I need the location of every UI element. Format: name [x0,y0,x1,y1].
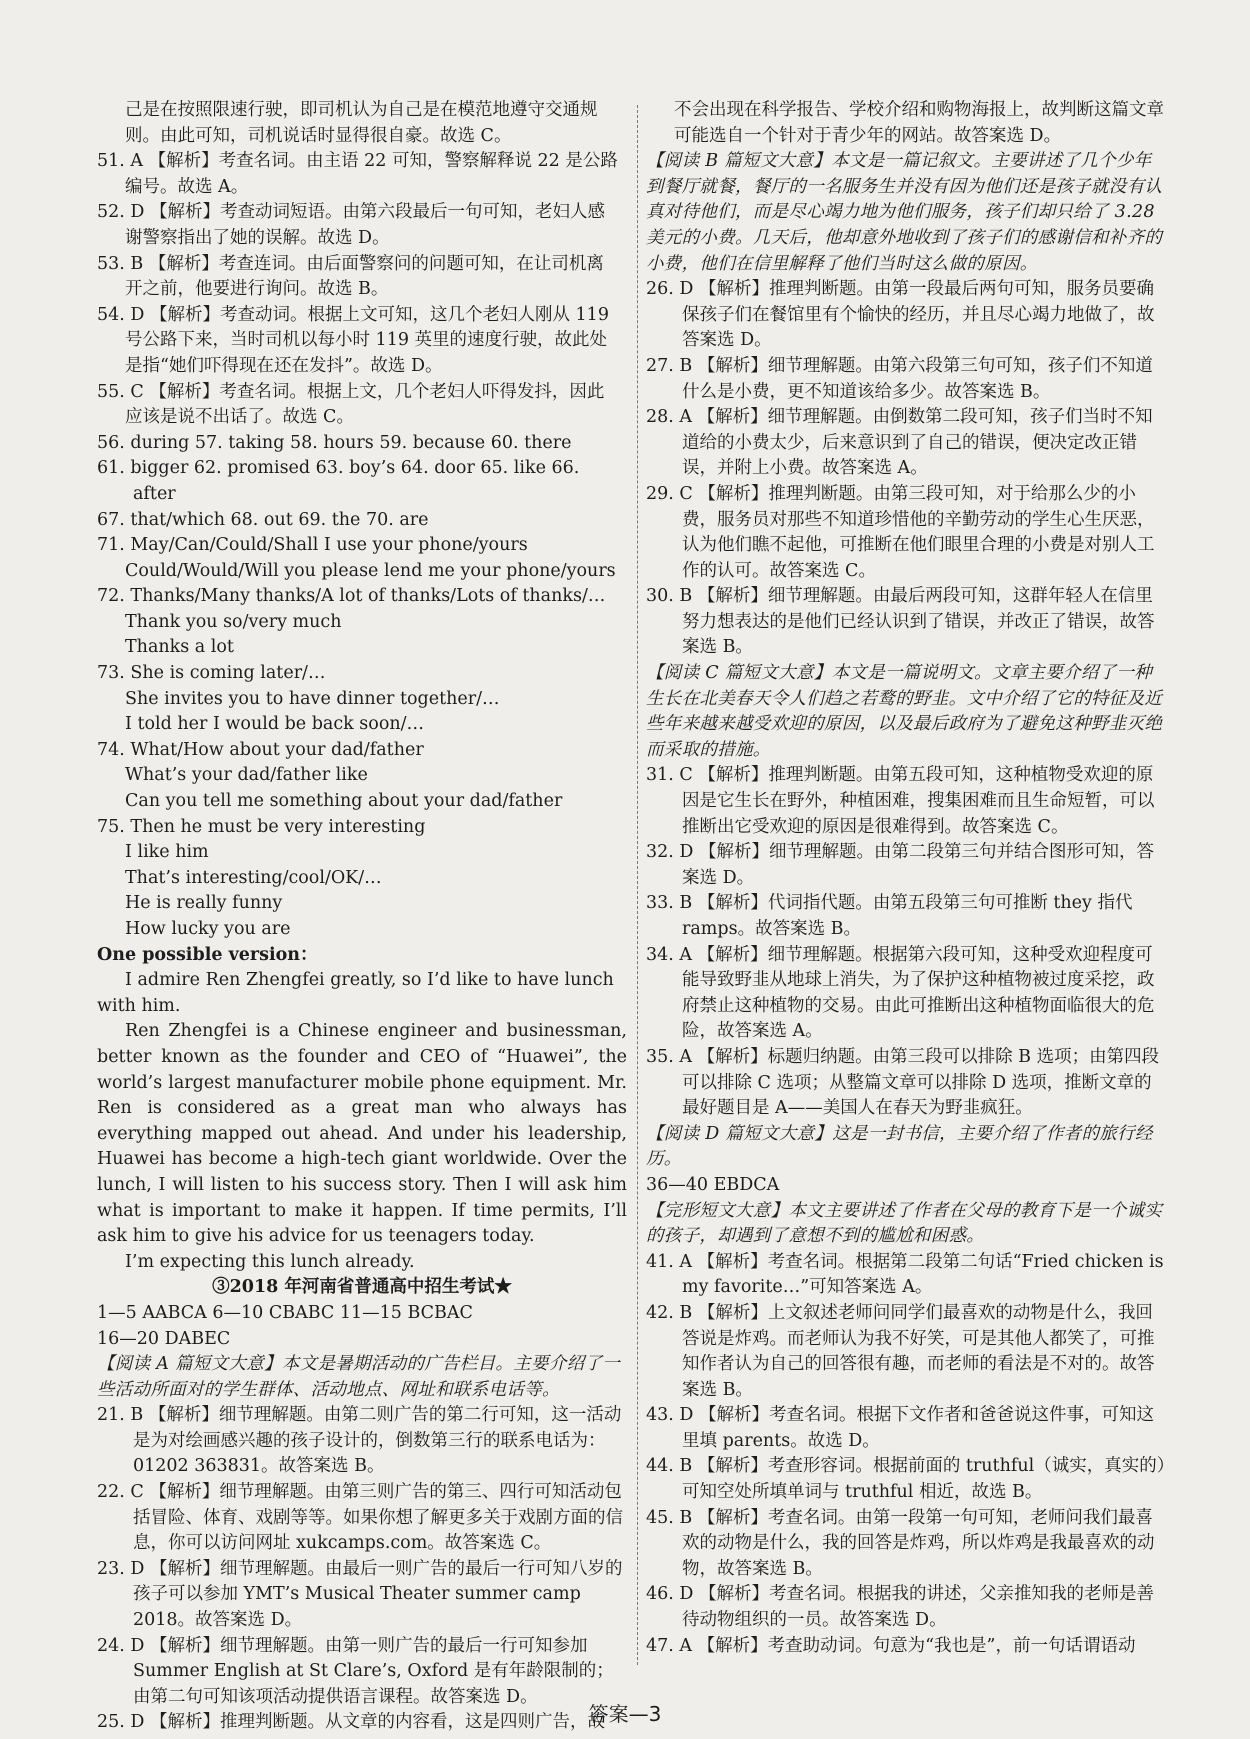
text-line: 55. C 【解析】考查名词。根据上文，几个老妇人吓得发抖，因此 [97,381,605,402]
text-line: 67. that/which 68. out 69. the 70. are [97,509,429,530]
text-line: 不会出现在科学报告、学校介绍和购物海报上，故判断这篇文章可能选自一个针对于青少年的网站。故答案选 D。 [674,100,1164,146]
text-line: Ren Zhengfei is a Chinese engineer and businessman, better known as the founder and CEO of “Huawei”, the world’s largest manufacturer mobile phone equipment. Mr. Ren is considered as a great man who always has everything mapped out ahead. And under his leadership, Huawei has become a high-tech giant worldwide. Over the lunch, I will listen to his success story. Then I will ask him what is important to make it happen. If time permits, I’ll ask him to give his advice for us teenagers today. [97,1021,627,1247]
right-column [646,98,1168,1659]
text-line: 31. C 【解析】推理判断题。由第五段可知，这种植物受欢迎的原因是它生长在野外，种植困难，搜集困难而且生命短暂，可以推断出它受欢迎的原因是很难得到。故答案选 C。 [646,765,1155,837]
text-line: 71. May/Can/Could/Shall I use your phone/yours [97,535,528,556]
text-line: 36—40 EBDCA [646,1174,780,1195]
text-line: 谢警察指出了她的误解。故选 D。 [125,227,390,248]
text-line: 30. B 【解析】细节理解题。由最后两段可知，这群年轻人在信里努力想表达的是他们已经认识到了错误，并改正了错误，故答案选 B。 [646,586,1155,658]
text-line: 己是在按照限速行驶，即司机认为自己是在模范地遵守交通规 [125,100,598,120]
text-line: 29. C 【解析】推理判断题。由第三段可知，对于给那么少的小费，服务员对那些不知道珍惜他的辛勤劳动的学生心生厌恶，认为他们瞧不起他，可推断在他们眼里合理的小费是对别人工作的认可。故答案选 C。 [646,483,1155,581]
column-divider [637,105,638,1665]
text-line: 33. B 【解析】代词指代题。由第五段第三句可推断 they 指代 ramps。故答案选 B。 [646,893,1133,939]
text-line: 28. A 【解析】细节理解题。由倒数第二段可知，孩子们当时不知道给的小费太少，后来意识到了自己的错误，便决定改正错误，并附上小费。故答案选 A。 [646,407,1153,479]
text-line: 16—20 DABEC [97,1328,231,1349]
text-line: I’m expecting this lunch already. [125,1251,415,1272]
text-line: 1—5 AABCA 6—10 CBABC 11—15 BCBAC [97,1302,473,1323]
text-line: 43. D 【解析】考查名词。根据下文作者和爸爸说这件事，可知这里填 parents。故选 D。 [646,1405,1154,1451]
text-line: 47. A 【解析】考查助动词。句意为“我也是”，前一句话谓语动 [646,1635,1136,1656]
text-line: 【阅读 D 篇短文大意】这是一封书信，主要介绍了作者的旅行经历。 [646,1123,1153,1170]
text-line: How lucky you are [125,919,291,939]
text-line: 【阅读 C 篇短文大意】本文是一篇说明文。文章主要介绍了一种生长在北美春天令人们趋之若鹜的野韭。文中介绍了它的特征及近些年来越来越受欢迎的原因，以及最后政府为了避免这种野韭灭绝而采取的措施。 [646,663,1163,760]
text-line: 73. She is coming later/… [97,663,326,684]
text-line: One possible version： [97,944,318,965]
text-line: 是指“她们吓得现在还在发抖”。故选 D。 [125,355,443,376]
text-line: 21. B 【解析】细节理解题。由第二则广告的第二行可知，这一活动是为对绘画感兴趣的孩子设计的，倒数第三行的联系电话为：01202 363831。故答案选 B。 [97,1405,622,1477]
text-line: She invites you to have dinner together/… [125,688,500,709]
text-line: 32. D 【解析】细节理解题。由第二段第三句并结合图形可知，答案选 D。 [646,842,1154,888]
left-column [97,98,627,1736]
text-line: Can you tell me something about your dad/father [125,791,563,812]
text-line: 72. Thanks/Many thanks/A lot of thanks/Lots of thanks/… [97,586,606,607]
text-line: 41. A 【解析】考查名词。根据第二段第二句话“Fried chicken is my favorite…”可知答案选 A。 [646,1251,1164,1298]
text-line: Could/Would/Will you please lend me your phone/yours [125,560,616,581]
text-line: 35. A 【解析】标题归纳题。由第三段可以排除 B 选项；由第四段可以排除 C 选项；从整篇文章可以排除 D 选项，推断文章的最好题目是 A——美国人在春天为野韭疯狂。 [646,1046,1160,1119]
text-line: 53. B 【解析】考查连词。由后面警察问的问题可知，在让司机离 [97,253,604,274]
page-number: 答案—3 [588,1702,662,1726]
text-line: I admire Ren Zhengfei greatly, so I’d like to have lunch with him. [97,970,614,1016]
text-line: Thanks a lot [125,637,234,658]
text-line: 应该是说不出话了。故选 C。 [125,407,354,428]
text-line: 45. B 【解析】考查名词。由第一段第一句可知，老师问我们最喜欢的动物是什么，我的回答是炸鸡，所以炸鸡是我最喜欢的动物，故答案选 B。 [646,1507,1155,1579]
text-line: 24. D 【解析】细节理解题。由第一则广告的最后一行可知参加 Summer English at St Clare’s, Oxford 是有年龄限制的；由第二句可知该项活动提供语言课程。故答案选 D。 [97,1635,614,1707]
text-line: I like him [125,842,209,863]
text-line: 27. B 【解析】细节理解题。由第六段第三句可知，孩子们不知道什么是小费，更不知道该给多少。故答案选 B。 [646,355,1153,402]
text-line: What’s your dad/father like [125,765,368,786]
text-line: 56. during 57. taking 58. hours 59. because 60. there [97,432,572,453]
text-line: 74. What/How about your dad/father [97,739,424,760]
text-line: 编号。故选 A。 [125,176,249,197]
text-line: 开之前，他要进行询问。故选 B。 [125,279,389,300]
text-line: 42. B 【解析】上文叙述老师问同学们最喜欢的动物是什么，我回答说是炸鸡。而老师认为我不好笑，可是其他人都笑了，可推知作者认为自己的回答很有趣，而老师的看法是不对的。故答案选 B。 [646,1302,1155,1400]
text-line: 【阅读 A 篇短文大意】本文是暑期活动的广告栏目。主要介绍了一些活动所面对的学生群体、活动地点、网址和联系电话等。 [97,1354,621,1400]
text-line: 22. C 【解析】细节理解题。由第三则广告的第三、四行可知活动包括冒险、体育、戏剧等等。如果你想了解更多关于戏剧方面的信息，你可以访问网址 xukcamps.com。故答案选 C。 [97,1482,623,1554]
text-line: I told her I would be back soon/… [125,714,425,735]
text-line: 【完形短文大意】本文主要讲述了作者在父母的教育下是一个诚实的孩子，却遇到了意想不到的尴尬和困惑。 [646,1200,1163,1247]
text-line: 54. D 【解析】考查动词。根据上文可知，这几个老妇人刚从 119 [97,304,609,325]
text-line: 52. D 【解析】考查动词短语。由第六段最后一句可知，老妇人感 [97,202,605,223]
text-line: That’s interesting/cool/OK/… [125,867,382,888]
text-line: 34. A 【解析】细节理解题。根据第六段可知，这种受欢迎程度可能导致野韭从地球上消失，为了保护这种植物被过度采挖，政府禁止这种植物的交易。由此可推断出这种植物面临很大的危险，故答案选 A。 [646,944,1155,1042]
text-line: 75. Then he must be very interesting [97,816,426,837]
text-line: He is really funny [125,893,283,914]
text-line: 26. D 【解析】推理判断题。由第一段最后两句可知，服务员要确保孩子们在餐馆里有个愉快的经历，并且尽心竭力地做了，故答案选 D。 [646,279,1155,351]
text-line: 51. A 【解析】考查名词。由主语 22 可知，警察解释说 22 是公路 [97,151,618,172]
text-line: Thank you so/very much [125,611,342,632]
text-line: 23. D 【解析】细节理解题。由最后一则广告的最后一行可知八岁的孩子可以参加 YMT’s Musical Theater summer camp 2018。故答案选 D。 [97,1558,623,1631]
text-line: 44. B 【解析】考查形容词。根据前面的 truthful（诚实，真实的）可知空处所填单词与 truthful 相近，故选 B。 [646,1456,1166,1503]
text-line: ③2018 年河南省普通高中招生考试★ [212,1277,512,1298]
text-line: 号公路下来，当时司机以每小时 119 英里的速度行驶，故此处 [125,330,608,351]
text-line: 61. bigger 62. promised 63. boy’s 64. door 65. like 66. after [97,458,580,504]
text-line: 【阅读 B 篇短文大意】本文是一篇记叙文。主要讲述了几个少年到餐厅就餐，餐厅的一名服务生并没有因为他们还是孩子就没有认真对待他们，而是尽心竭力地为他们服务，孩子们却只给了 3.28 美元的小费。几天后，他却意外地收到了孩子们的感谢信和补齐的小费，他们在信里解释了他们当时这么做的原因。 [646,151,1163,274]
text-line: 46. D 【解析】考查名词。根据我的讲述，父亲推知我的老师是善待动物组织的一员。故答案选 D。 [646,1584,1154,1631]
text-line: 则。由此可知，司机说话时显得很自豪。故选 C。 [125,125,512,146]
text-line: 25. D 【解析】推理判断题。从文章的内容看，这是四则广告，故 [97,1712,605,1733]
